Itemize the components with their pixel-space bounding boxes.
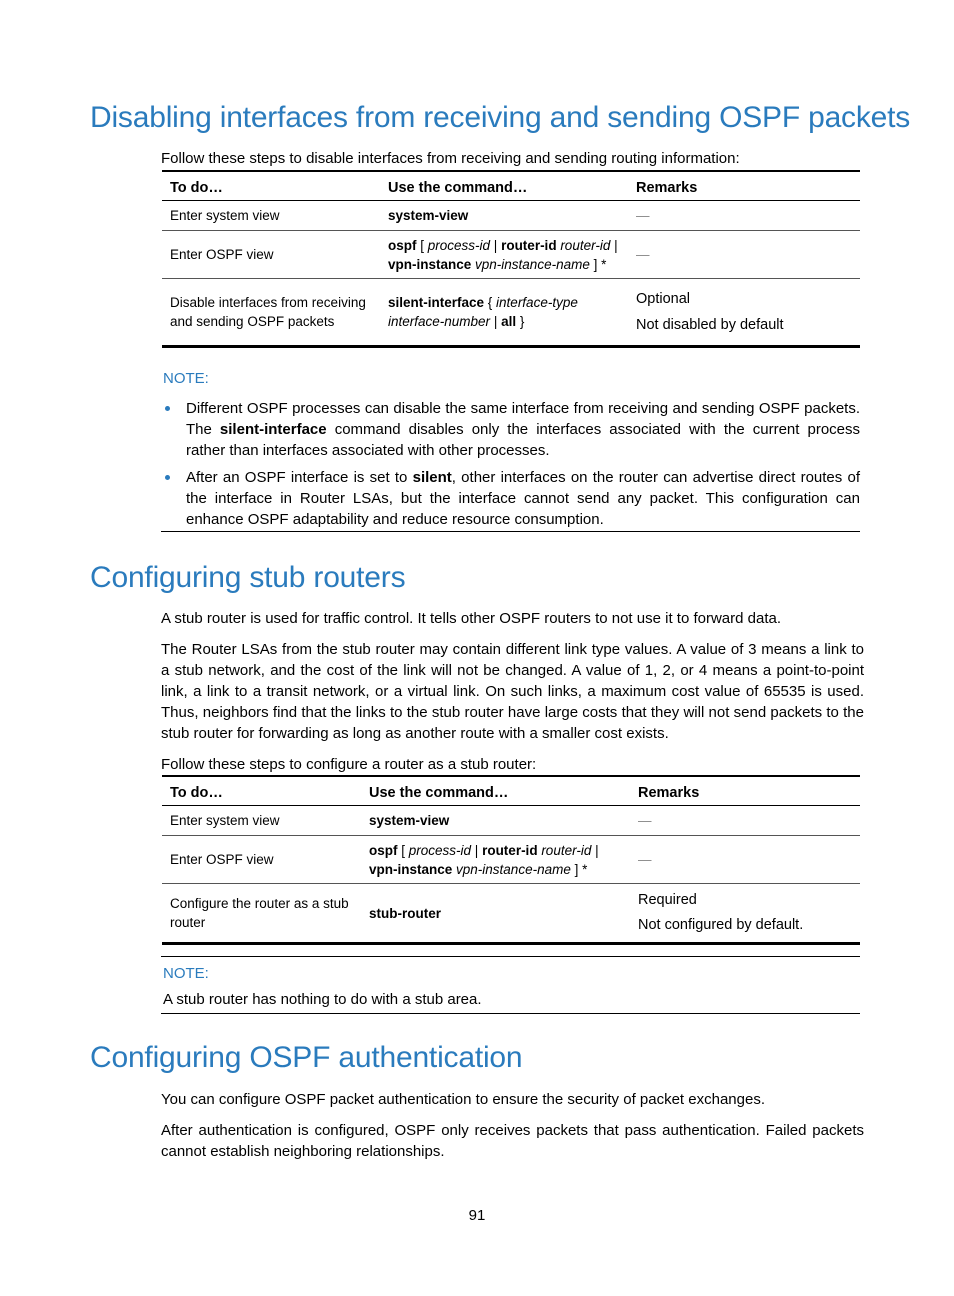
section-intro: Follow these steps to disable interfaces from receiving and sending routing information: (161, 150, 740, 167)
cell-remarks: — (628, 201, 860, 231)
syntax: [ (416, 237, 428, 253)
remarks-line: Required (638, 892, 697, 908)
argument: process-id (427, 237, 491, 253)
argument: router-id (556, 237, 611, 253)
cell-todo: Configure the router as a stub router (162, 884, 361, 944)
bullet-icon (165, 475, 170, 480)
syntax: | (471, 842, 483, 858)
keyword: system-view (369, 813, 450, 828)
syntax: | (591, 842, 599, 858)
note-text: , other interfaces on the router can advertise direct routes of the interface in Router LSAs, but the interface cannot send any packet. This configuration can enhance OSPF adaptability and reduce resource consumption. (186, 469, 860, 528)
cell-remarks: — (630, 806, 860, 836)
keyword: silent-interface (388, 295, 485, 310)
paragraph: The Router LSAs from the stub router may contain different link type values. A value of 3 means a link to a stub network, and the cost of the link will not be changed. A value of 1, 2, or 4 means a point-to-point link, a link to a transit network, or a virtual link. On such links, a maximum cost value of 65535 is used. Thus, neighbors find that the links to the stub router have large costs that they will not send packets to the stub router for forwarding as long as another route with a smaller cost exists. (161, 641, 864, 742)
note-label: NOTE: (163, 965, 209, 982)
cell-todo: Disable interfaces from receiving and sending OSPF packets (162, 279, 380, 347)
table-row (162, 836, 860, 884)
command-table-silent-interface (162, 170, 860, 348)
argument: process-id (408, 842, 472, 858)
cell-todo: Enter OSPF view (162, 836, 361, 884)
header-command: Use the command… (361, 776, 630, 806)
section-title-stub-routers: Configuring stub routers (90, 561, 406, 594)
cell-remarks: — (630, 836, 860, 884)
cell-todo: Enter system view (162, 806, 361, 836)
cell-command (380, 201, 628, 231)
note-text: command disables only the interfaces associated with the current process rather than interfaces associated with other processes. (186, 421, 861, 459)
table-row (162, 201, 860, 231)
syntax: { (484, 295, 497, 310)
cell-command (361, 884, 630, 944)
cell-command (361, 806, 630, 836)
note-box-stub (161, 956, 860, 1014)
remarks-line: Optional (636, 291, 691, 307)
syntax: | (490, 237, 502, 253)
syntax: ] * (570, 861, 588, 877)
cell-todo: Enter OSPF view (162, 231, 380, 279)
header-command: Use the command… (380, 171, 628, 201)
argument: vpn-instance-name (452, 861, 571, 877)
remarks-line: Not configured by default. (638, 917, 804, 933)
cell-remarks (630, 884, 860, 944)
section-title-ospf-authentication: Configuring OSPF authentication (90, 1041, 523, 1074)
keyword: vpn-instance (388, 256, 472, 272)
keyword: vpn-instance (369, 861, 453, 877)
bullet-icon (165, 406, 170, 411)
syntax: [ (397, 842, 409, 858)
table-header-row (162, 776, 860, 806)
remarks-line: Not disabled by default (636, 317, 784, 333)
header-remarks: Remarks (630, 776, 860, 806)
paragraph: After authentication is configured, OSPF only receives packets that pass authentication. Failed packets cannot establish neighboring relationships. (161, 1122, 864, 1160)
header-todo: To do… (162, 171, 380, 201)
list-item (161, 467, 860, 530)
syntax: | (490, 314, 502, 329)
header-todo: To do… (162, 776, 361, 806)
keyword: stub-router (369, 905, 441, 921)
keyword: ospf (369, 842, 398, 858)
keyword: system-view (388, 208, 469, 223)
note-text: A stub router has nothing to do with a stub area. (163, 991, 482, 1008)
table-row (162, 806, 860, 836)
note-text: After an OSPF interface is set to (186, 469, 413, 486)
keyword: router-id (482, 842, 538, 858)
cell-command (380, 231, 628, 279)
cell-command (361, 836, 630, 884)
cell-remarks: — (628, 231, 860, 279)
note-text: Different OSPF processes can disable the same interface from receiving and sending OSPF packets. The (186, 400, 860, 438)
keyword: all (501, 314, 517, 329)
paragraph: A stub router is used for traffic control. It tells other OSPF routers to not use it to forward data. (161, 610, 782, 627)
cell-todo: Enter system view (162, 201, 380, 231)
header-remarks: Remarks (628, 171, 860, 201)
keyword: silent-interface (219, 421, 327, 438)
argument: interface-type interface-number (388, 295, 578, 329)
note-bullets (161, 398, 860, 536)
syntax: | (610, 237, 618, 253)
table-row (162, 279, 860, 347)
table-row (162, 231, 860, 279)
cell-remarks (628, 279, 860, 347)
section-intro: Follow these steps to configure a router as a stub router: (161, 756, 537, 773)
keyword: router-id (501, 237, 557, 253)
syntax: } (516, 314, 525, 329)
list-item (161, 398, 860, 461)
table-row (162, 884, 860, 944)
note-label: NOTE: (163, 370, 209, 387)
page-number: 91 (468, 1207, 486, 1224)
syntax: ] * (589, 256, 607, 272)
section-title-disabling-interfaces: Disabling interfaces from receiving and sending OSPF packets (90, 101, 911, 134)
keyword: ospf (388, 237, 417, 253)
argument: vpn-instance-name (471, 256, 590, 272)
paragraph: You can configure OSPF packet authentication to ensure the security of packet exchanges. (161, 1091, 765, 1108)
keyword: silent (412, 469, 452, 486)
note-box-silent (161, 366, 860, 532)
cell-command (380, 279, 628, 347)
table-header-row (162, 171, 860, 201)
command-table-stub-router (162, 775, 860, 945)
argument: router-id (537, 842, 592, 858)
